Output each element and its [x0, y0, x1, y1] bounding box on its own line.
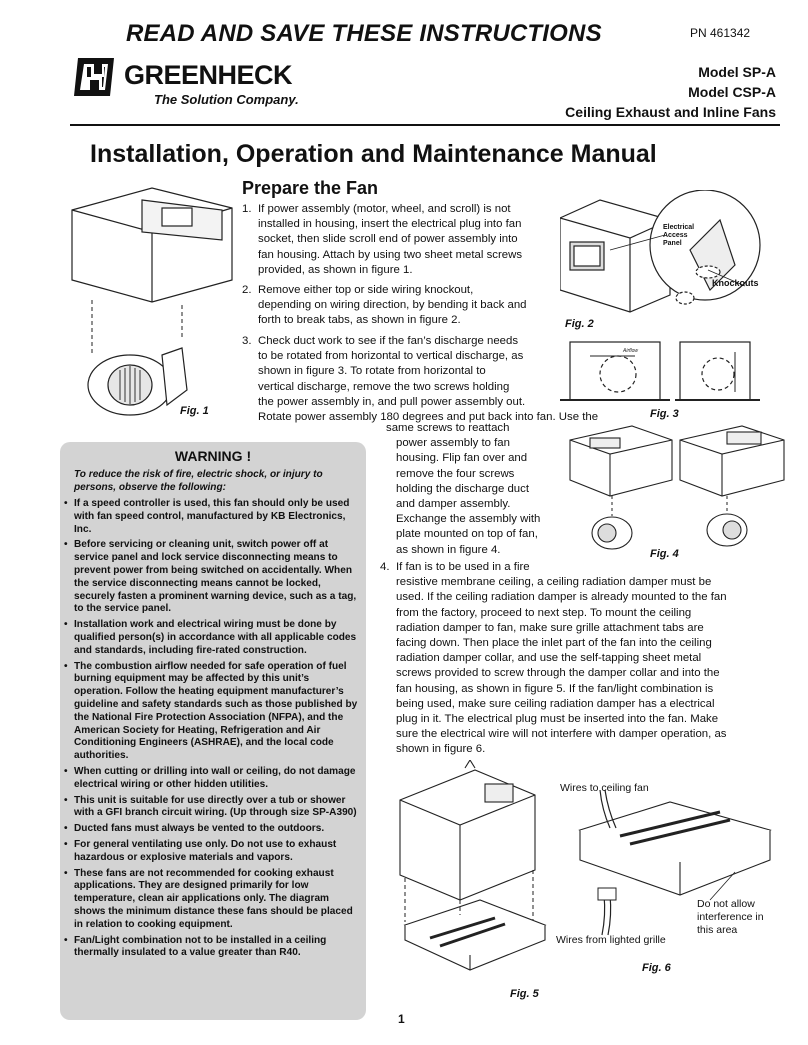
figure-1-caption: Fig. 1: [180, 405, 209, 417]
step-1: 1. If power assembly (motor, wheel, and scroll) is not installed in housing, insert the electrical plug into fan socket, then slide scroll end of power assembly into fan housing. Attach by using two sheet metal screws provided, as shown in figure 1.: [242, 203, 523, 276]
header-title: READ AND SAVE THESE INSTRUCTIONS: [126, 20, 602, 47]
figure-6-caption: Fig. 6: [642, 962, 671, 974]
warning-box: [60, 442, 366, 1020]
step-3: 3. Check duct work to see if the fan’s discharge needs to be rotated from horizontal to vertical discharge, as shown in figure 3. To rotate from horizontal to vertical discharge, remove the two screws holding the power assembly in, and pull power assembly out. Rotate power assembly 180 degrees and put back into fan. Use the: [242, 335, 599, 424]
warning-item: • Fan/Light combination not to be installed in a ceiling thermally insulated to a value greater than R40.: [74, 935, 360, 961]
greenheck-mark-icon: [70, 56, 116, 98]
fig6-note: Do not allow interference in this area: [697, 898, 764, 936]
warning-item: • Ducted fans must always be vented to the outdoors.: [74, 823, 360, 836]
figure-2-caption: Fig. 2: [565, 318, 594, 330]
warning-item: • This unit is suitable for use directly over a tub or shower with a GFI branch circuit wiring. (Up through size SP-A390): [74, 795, 360, 821]
warning-item: • If a speed controller is used, this fan should only be used with fan speed control, manufactured by KB Electronics, Inc.: [74, 498, 360, 536]
warning-item: • Installation work and electrical wiring must be done by qualified person(s) in accordance with all applicable codes and standards, including fire-rated construction.: [74, 619, 360, 657]
figure-3-drawing: [560, 332, 790, 412]
figure-5-drawing: [385, 760, 550, 990]
brand-tagline: The Solution Company.: [154, 92, 299, 107]
fig3-airflow-label-1: Airflow: [623, 348, 639, 354]
warning-list: [60, 498, 366, 960]
figure-4-caption: Fig. 4: [650, 548, 679, 560]
model-2: Model CSP-A: [688, 84, 776, 100]
section-title: Prepare the Fan: [242, 178, 379, 198]
step-3-continued: same screws to reattach power assembly to fan housing. Flip fan over and remove the four screws holding the discharge duct and damper assembly. Exchange the assembly with plate mounted on top of fan, as shown in figure 4.: [386, 422, 541, 556]
manual-title: Installation, Operation and Maintenance Manual: [90, 140, 657, 168]
brand-name: GREENHECK: [124, 60, 293, 90]
warning-item: • These fans are not recommended for cooking exhaust applications. They are designed primarily for low temperature, clean air applications only. The diagram shows the minimum distance these fans should be placed in relation to cooking equipment.: [74, 868, 360, 932]
figure-5-caption: Fig. 5: [510, 988, 539, 1000]
figure-4-drawing: [562, 418, 792, 558]
fig6-wires-top-label: Wires to ceiling fan: [560, 782, 649, 794]
warning-item: • Before servicing or cleaning unit, switch power off at service panel and lock service disconnecting means to prevent power from being switched on accidentally. When the service disconnecting means cannot be locked, securely fasten a prominent warning device, such as a tag, to the service panel.: [74, 539, 360, 616]
figure-1-drawing: [62, 180, 242, 420]
warning-item: • For general ventilating use only. Do not use to exhaust hazardous or explosive materials and vapors.: [74, 839, 360, 865]
step-4: 4. If fan is to be used in a fire resistive membrane ceiling, a ceiling radiation damper must be used. If the ceiling radiation damper is already mounted to the fan from the factory, proceed to next step. To mount the ceiling radiation damper to fan, make sure grille attachment tabs are facing down. Then place the inlet part of the fan into the ceiling radiation damper collar, and use the self-tapping sheet metal screws provided to screw through the damper collar and into the fan housing, as shown in figure 5. If the fan/light combination is being used, make sure ceiling radiation damper has a electrical plug in it. The electrical plug must be inserted into the fan. Make sure the electrical wire will not interfere with damper operation, as shown in figure 6.: [380, 561, 727, 756]
part-number: PN 461342: [690, 26, 751, 40]
warning-intro: To reduce the risk of fire, electric shock, or injury to persons, observe the following:: [74, 469, 323, 493]
warning-title: WARNING !: [174, 448, 252, 464]
model-3: Ceiling Exhaust and Inline Fans: [565, 104, 776, 120]
warning-item: • The combustion airflow needed for safe operation of fuel burning equipment may be affected by this unit’s operation. Follow the heating equipment manufacturer’s guideline and safety standards such as those published by the National Fire Protection Association (NFPA), and the American Society for Heating, Refrigeration and Air Conditioning Engineers (ASHRAE), and the local code authorities.: [74, 661, 360, 763]
step-2: 2. Remove either top or side wiring knockout, depending on wiring direction, by bending it back and forth to break tabs, as shown in figure 2.: [242, 284, 527, 327]
model-1: Model SP-A: [698, 64, 776, 80]
figure-2-drawing: [560, 190, 790, 320]
greenheck-logo: [70, 52, 320, 112]
warning-item: • When cutting or drilling into wall or ceiling, do not damage electrical wiring or other hidden utilities.: [74, 766, 360, 792]
header-rule: [70, 124, 780, 126]
figure-3-caption: Fig. 3: [650, 408, 679, 420]
fig2-panel-label: Electrical Access Panel: [663, 224, 695, 247]
page-number: 1: [398, 1012, 405, 1026]
fig6-wires-bottom-label: Wires from lighted grille: [556, 934, 666, 946]
fig2-knockouts-label: Knockouts: [712, 278, 759, 288]
